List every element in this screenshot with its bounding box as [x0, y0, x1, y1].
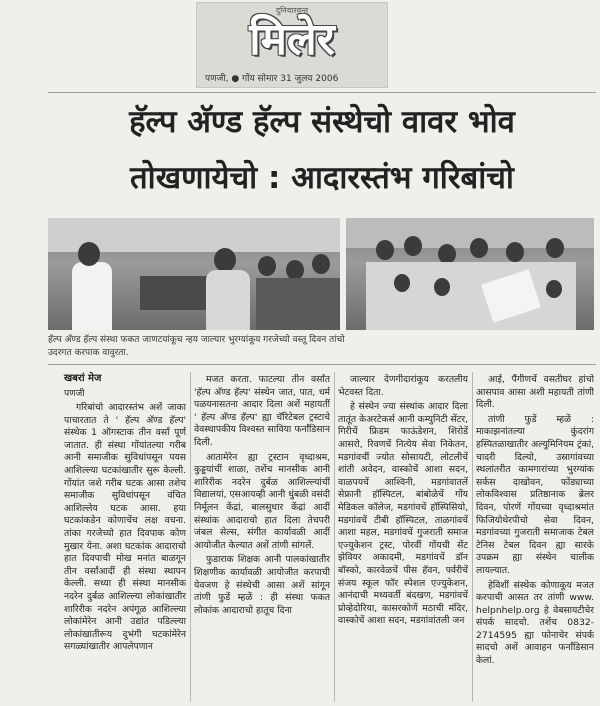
masthead-tagline: दुनियारवन्त [275, 6, 309, 15]
column-2-paragraph-2: आतामेरेन ह्या ट्रस्टान वृध्दाश्रम, कुड्डयांचीं शाळा, तशेंच मानसीक आनी शारिरीक नदरेन दुर्बळ आशिल्ल्यांचीं विद्यालयां, एसआयव्ही आनी धुंबळी वसंदी निर्मूलन केंद्रां, बालसुधार केंद्रां आदीं संस्थांक आदाराचो हात दिला तेचपरी जंबल सेल्स, संगीत कार्यावळी आदीं आयोजीत केल्यात अशें तांणी सांगलें. [194, 451, 330, 551]
column-4-paragraph-1: आई, पैंगीणचें वसतीघर हांचो आसपाव आसा अशी महायती तांणी दिली. [476, 374, 594, 411]
column-divider-1 [190, 372, 191, 702]
photo-right [346, 218, 594, 330]
dateline: पणजी [64, 389, 85, 399]
column-1 [64, 402, 186, 702]
column-4-paragraph-2: तांणी फुडें म्हळें : माकाझनांतल्या कुंदरांग हस्पितळाखातीर अल्युमिनियम ट्रंकां, चादरी दिल्यो, उस्रागांवच्या स्थलांतरीत कामगारांच्या भुरग्यांक सर्कस दाखोवन, फोंड्याच्या लोकविश्वास प्रतिष्ठानाक ब्रेलर दिवन, पोरणें गोंयच्या वृध्दाश्रमांत फिजियोथेरपीचो सेवा दिवन, मडगांवच्या गुजराती समाजाक टेबल टेनिस टेबल दिवन ह्या सारके उपक्रम ह्या संस्थेन चालीक लायल्यात. [476, 413, 594, 576]
column-divider-3 [472, 372, 473, 702]
column-2 [194, 374, 330, 702]
headline-line-1: हॅल्प अ‍ॅण्ड हॅल्प संस्थेचो वावर भोव [129, 104, 515, 140]
caption-rule [48, 364, 596, 365]
column-4-paragraph-3: हेविशीं संस्थेक कोणाकूय मजत करपाची आसत तर तांणी www. helpnhelp.org हे वेबसायटीचेर संपर्क सादचो. तशेंच 0832-2714595 ह्या फोनाचेर संपर्क सादचो अशें आवाहन फर्नांडिसान केलां. [476, 579, 594, 667]
photo-caption: हॅल्प अ‍ॅण्ड हॅल्प संस्था फकत जाणटयांकूच न्हय जाल्यार भुरग्यांकूय गरजेच्यो वस्तू दिवन तांचो उदरगत करपाक वावुरता. [48, 335, 345, 358]
column-2-paragraph-3: फुडाराक शिक्षक आनी पालकांखातीर शिक्षणीक कार्यावळी आयोजीत करपाची येवजण हे संस्थेची आसा अशें सांगून तांणी फुडें म्हळें : ही संस्था फकत लोकांक आदाराचो हातूच दिना [194, 554, 330, 616]
photo-left [48, 218, 340, 330]
masthead [196, 2, 388, 88]
masthead-title: मिलेर [249, 14, 335, 65]
column-divider-2 [334, 372, 335, 702]
top-rule [48, 92, 596, 93]
column-1-paragraph-1: गरिबांचो आदारस्तंभ अशें जाका पाचारतात ते ' हॅल्प अ‍ॅण्ड हॅल्प' संस्थेक 1 ऑगस्टाक तीन वर्सां पूर्ण जातात. ही संस्था गोंयांतल्या गरीब आनी समाजीक सुविधांपसून पयस आशिल्ल्या घटकांखातीर सुरू केल्ली. गोंयांत जशे गरीब घटक आसा तशेच समाजीक सुविधांपसून वंचित आशिल्लेय घटक आसा. हया घटकांकडेन कोणाचेंच लक्ष वचना. तांका गरजेच्यो हात दिवपाक कोण मुखार येना. अशा घटकांक आदाराचो हात दिवपाची मोख मनांत बाळगून तीन वर्सांआदीं ही संस्था स्थापन केल्ली. सध्या ही संस्था मानसीक नदरेन दुर्बळ आशिल्ल्या लोकांखातीर शारिरीक नदरेन अपंगूळ आशिल्ल्या लोकांमेरेन आनी उद्यांत पडिल्ल्या लोकांखातीरूय दुभंगी घटकांमेरेन सगळ्यांखातीर आपलेपणान [64, 402, 186, 653]
column-2-paragraph-1: मजत करता. फाटल्या तीन वर्सांत 'हॅल्प अ‍ॅण्ड हॅल्प' संस्थेन जात, पात, धर्म पळयनासतना आदार दिला अशें महायतीं ' हॅल्प अ‍ॅण्ड हॅल्प' ह्या चॅरिटेबल ट्रस्टाचे वेवस्थापकीय विश्वस्त साविया फर्नांडिसान दिली. [194, 374, 330, 448]
byline: खबरां मेज [64, 373, 102, 384]
column-3-paragraph-1: जाल्यार देणगीदारांकूय करतलीय भेटवस्त दिता. [338, 374, 468, 398]
column-3-paragraph-2: हे संस्थेन ज्या संस्थांक आदार दिला तातूंत केअरटेकर्स आनी कम्युनिटी सेंटर, गिरीचें फ्रिडम फाऊंडेशन, शिरोडें आसरो, रिवणचें नित्येय सेवा निकेतन, मडगांवचीं ज्योत सोसायटी, लोटलीचें शांती अवेदन, वास्कोचें आशा सदन, वाळपयचें आश्विनी, मडगांवातलें सेफ्रानी हॉस्पिटल, बांबोळेचें गोंय मेडिकल कॉलेज, मडगांवचें हॉस्पिसियो, मडगांवचें टीबी हॉस्पिटल, ताळगांवचें आशा महल, मडगांवचें गुजराती समाज एज्युकेशन ट्रस्ट, पोरवीं गोंयची सेंट झेवियर अकादमी, मडगांवचें डॉन बॉस्को, कारवेळचें पीस हॅवन, पर्वरीचें संजय स्कूल फॉर स्पेशल एज्युकेशन, आनंदाची मध्यवर्ती बंदखण, मडगांवचें प्रोव्हेदोरिया, कासरकोणें मठाची मंदिर, वास्कोचें आशा सदन, मडगांवांतली जन [338, 401, 468, 627]
masthead-dateline: पणजी, ● गोंय सोमार 31 जुलय 2006 [205, 74, 339, 84]
column-3 [338, 374, 468, 702]
column-4 [476, 374, 594, 702]
headline-line-2: तोखणायेचो : आदारस्तंभ गरिबांचो [130, 160, 514, 196]
